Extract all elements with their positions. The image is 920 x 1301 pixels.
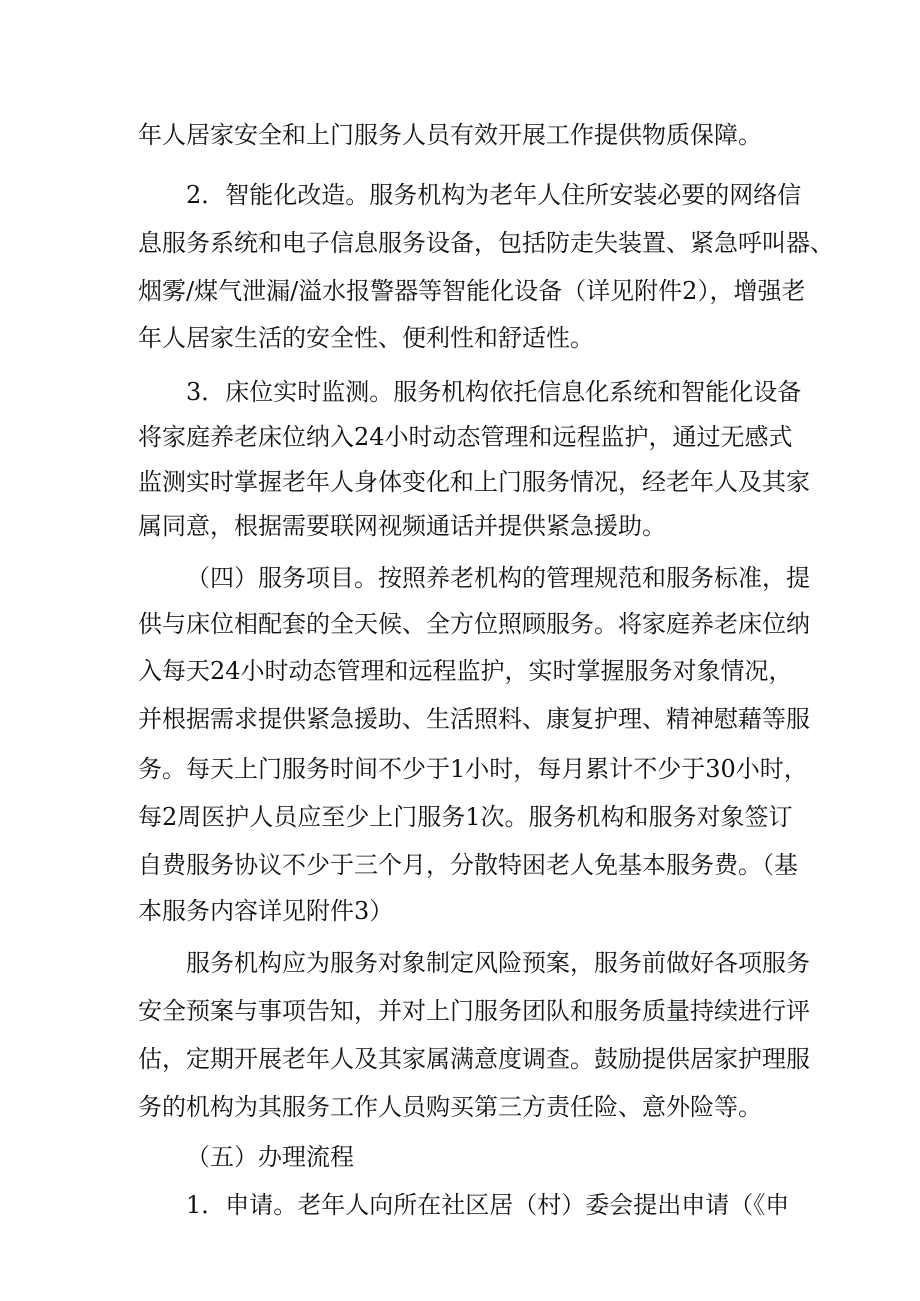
text-line: 务。每天上门服务时间不少于1小时，每月累计不少于30小时， (138, 755, 808, 783)
text-line: 年人居家安全和上门服务人员有效开展工作提供物质保障。 (138, 121, 762, 149)
text-line: 估，定期开展老年人及其家属满意度调查。鼓励提供居家护理服 (138, 1045, 810, 1073)
text-line: 息服务系统和电子信息服务设备，包括防走失装置、紧急呼叫器、 (138, 229, 834, 257)
text-line: 每2周医护人员应至少上门服务1次。服务机构和服务对象签订 (138, 803, 793, 831)
section-heading: （五）办理流程 (186, 1143, 354, 1171)
text-line: （四）服务项目。按照养老机构的管理规范和服务标准，提 (186, 564, 810, 592)
text-line: 3．床位实时监测。服务机构依托信息化系统和智能化设备 (186, 378, 802, 406)
text-line: 烟雾/煤气泄漏/溢水报警器等智能化设备（详见附件2），增强老 (138, 277, 806, 305)
text-line: 将家庭养老床位纳入24小时动态管理和远程监护，通过无感式 (138, 423, 793, 451)
text-line: 安全预案与事项告知，并对上门服务团队和服务质量持续进行评 (138, 997, 810, 1025)
text-line: 自费服务协议不少于三个月，分散特困老人免基本服务费。（基 (138, 851, 798, 879)
text-line: 并根据需求提供紧急援助、生活照料、康复护理、精神慰藉等服 (138, 705, 810, 733)
text-line: 属同意，根据需要联网视频通话并提供紧急援助。 (138, 512, 666, 540)
text-line: 服务机构应为服务对象制定风险预案，服务前做好各项服务 (186, 949, 810, 977)
text-line: 供与床位相配套的全天候、全方位照顾服务。将家庭养老床位纳 (138, 610, 810, 638)
text-line: 务的机构为其服务工作人员购买第三方责任险、意外险等。 (138, 1093, 762, 1121)
text-line: 1．申请。老年人向所在社区居（村）委会提出申请（《申 (186, 1191, 790, 1219)
text-line: 入每天24小时动态管理和远程监护，实时掌握服务对象情况， (138, 657, 793, 685)
text-line: 2．智能化改造。服务机构为老年人住所安装必要的网络信 (186, 181, 802, 209)
text-line: 本服务内容详见附件3） (138, 897, 394, 925)
text-line: 监测实时掌握老年人身体变化和上门服务情况，经老年人及其家 (138, 468, 810, 496)
text-line: 年人居家生活的安全性、便利性和舒适性。 (138, 324, 594, 352)
